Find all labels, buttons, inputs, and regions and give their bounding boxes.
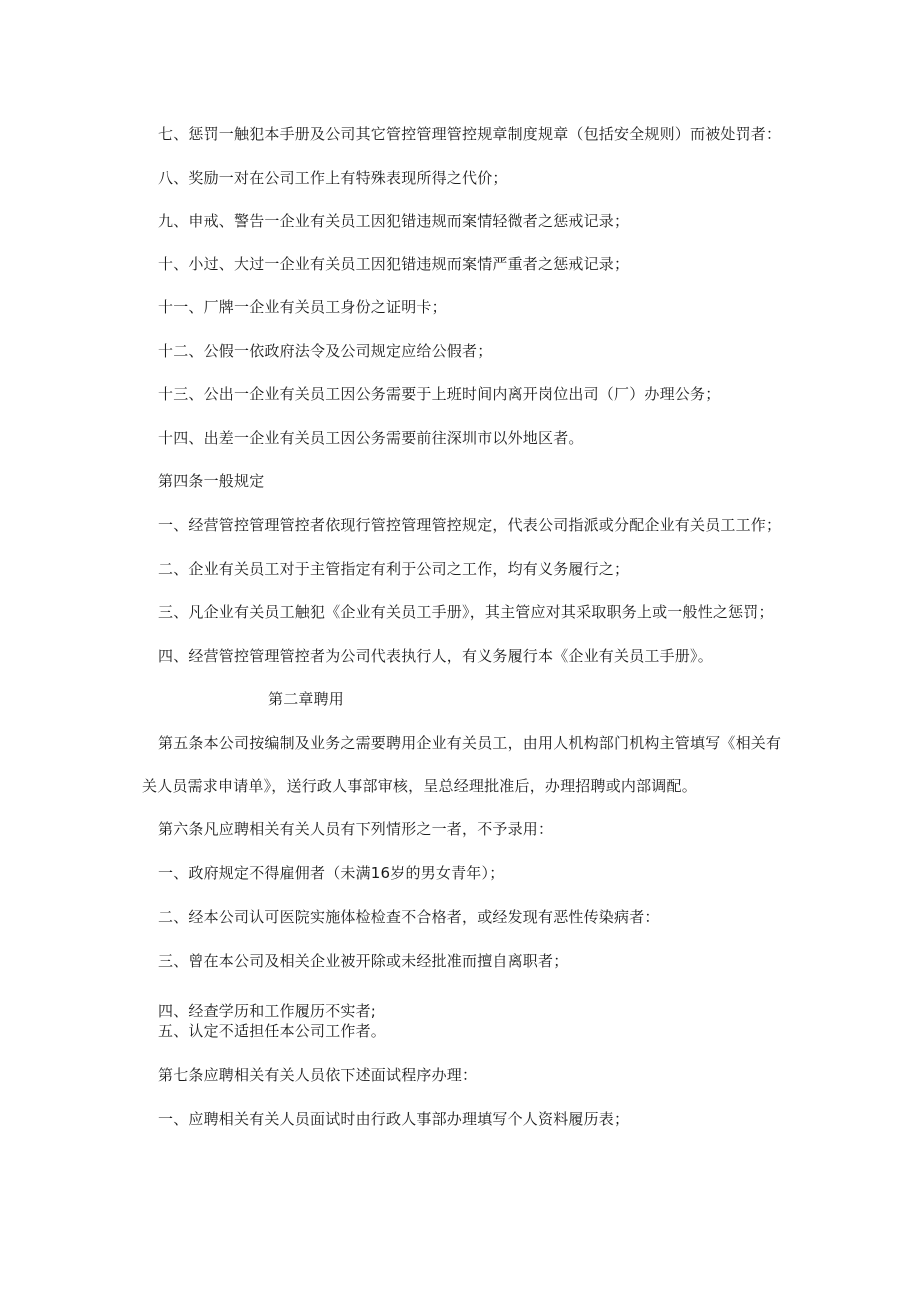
clause-8-reward: 八、奖励一对在公司工作上有特殊表现所得之代价； (158, 169, 508, 187)
clause-12-leave: 十二、公假一依政府法令及公司规定应给公假者； (158, 342, 493, 360)
article-6-item-1: 一、政府规定不得雇佣者（未满16岁的男女青年）； (158, 864, 505, 882)
article-4-heading: 第四条一般规定 (158, 472, 265, 490)
article-7-item-1: 一、应聘相关有关人员面试时由行政人事部办理填写个人资料履历表； (158, 1110, 630, 1128)
clause-11-badge: 十一、厂牌一企业有关员工身份之证明卡； (158, 298, 447, 316)
article-6-item-2: 二、经本公司认可医院实施体检检查不合格者，或经发现有恶性传染病者： (158, 908, 660, 926)
article-4-item-1: 一、经营管控管理管控者依现行管控管理管控规定，代表公司指派或分配企业有关员工工作； (158, 516, 782, 534)
clause-7-penalty: 七、惩罚一触犯本手册及公司其它管控管理管控规章制度规章（包括安全规则）而被处罚者： (158, 125, 782, 143)
article-4-item-4: 四、经营管控管理管控者为公司代表执行人，有义务履行本《企业有关员工手册》。 (158, 647, 713, 665)
clause-10-demerit: 十、小过、大过一企业有关员工因犯错违规而案情严重者之惩戒记录； (158, 255, 630, 273)
article-6-item-5: 五、认定不适担任本公司工作者。 (158, 1022, 387, 1040)
article-6-item-4: 四、经查学历和工作履历不实者; (158, 1002, 377, 1020)
chapter-2-title: 第二章聘用 (268, 690, 345, 708)
article-4-item-3: 三、凡企业有关员工触犯《企业有关员工手册》，其主管应对其采取职务上或一般性之惩罚； (158, 603, 774, 621)
article-4-item-2: 二、企业有关员工对于主管指定有利于公司之工作，均有义务履行之； (158, 560, 630, 578)
article-5-line-2: 关人员需求申请单》，送行政人事部审核，呈总经理批准后，办理招聘或内部调配。 (142, 777, 697, 795)
clause-9-warning: 九、申戒、警告一企业有关员工因犯错违规而案情轻微者之惩戒记录； (158, 212, 630, 230)
clause-14-business-trip: 十四、出差一企业有关员工因公务需要前往深圳市以外地区者。 (158, 429, 584, 447)
clause-13-official-out: 十三、公出一企业有关员工因公务需要于上班时间内离开岗位出司（厂）办理公务； (158, 385, 721, 403)
article-5-line-1: 第五条本公司按编制及业务之需要聘用企业有关员工，由用人机构部门机构主管填写《相关有 (158, 734, 782, 752)
article-7-heading: 第七条应聘相关有关人员依下述面试程序办理： (158, 1066, 478, 1084)
article-6-heading: 第六条凡应聘相关有关人员有下列情形之一者，不予录用： (158, 820, 554, 838)
article-6-item-3: 三、曾在本公司及相关企业被开除或未经批准而擅自离职者； (158, 952, 569, 970)
